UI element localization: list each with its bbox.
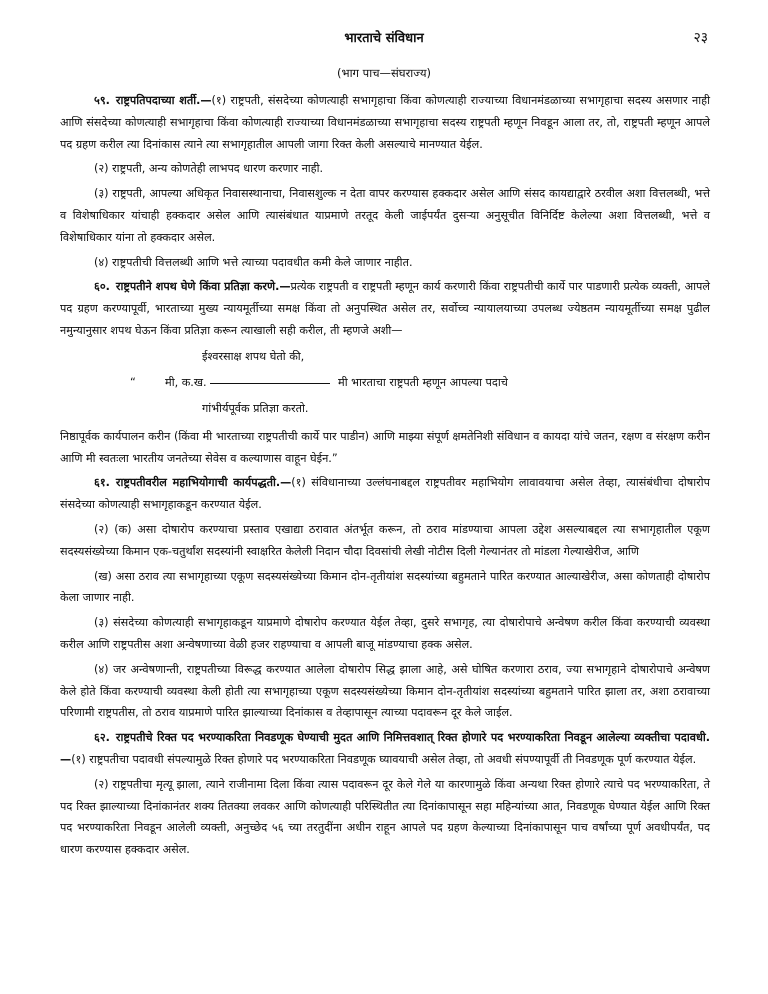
article-number: ६०. [94,280,110,294]
article-title: राष्ट्रपतीवरील महाभियोगाची कार्यपद्धती.— [115,476,292,490]
oath-line-swear: ईश्वरसाक्ष शपथ घेतो की, [202,349,305,363]
article-61-clause-4: (४) जर अन्वेषणान्ती, राष्ट्रपतीच्या विरूद्ध करण्यात आलेला दोषारोप सिद्ध झाला आहे, असे घोषित करणारा ठराव, ज्या सभागृहाने दोषारोपाचे अन्वेषण केले होते किंवा करण्याची व्यवस्था केली होती त्या सभागृहाच्या एकूण सदस्यसंख्येच्या किमान दोन-तृतीयांश सदस्यांच्या बहुमताने पारित झाला तर, अशा ठरावाच्या परिणामी राष्ट्रपतीस, तो ठराव याप्रमाणे पारित झाल्याच्या दिनांकास व तेव्हापासून त्याच्या पदावरून दूर केले जाईल. [60,662,710,720]
article-number: ६२. [94,731,110,745]
oath-open-quote: “ [130,375,136,389]
article-59-clause-2: (२) राष्ट्रपती, अन्य कोणतेही लाभपद धारण करणार नाही. [94,162,324,176]
article-61-clause-3: (३) संसदेच्या कोणत्याही सभागृहाकडून याप्रमाणे दोषारोप करण्यात येईल तेव्हा, दुसरे सभागृह, त्या दोषारोपाचे अन्वेषण करील किंवा करण्याची व्यवस्था करील आणि राष्ट्रपतीस अशा अन्वेषणाच्या वेळी हजर राहण्याचा व आपली बाजू मांडण्याचा हक्क असेल. [60,616,710,651]
clause-text: (१) राष्ट्रपती, संसदेच्या कोणत्याही सभागृहाचा किंवा कोणत्याही राज्याच्या विधानमंडळाच्या सभागृहाचा सदस्य असणार नाही आणि संसदेच्या कोणत्याही सभागृहाचा किंवा कोणत्याही राज्याच्या विधानमंडळाच्या सभागृहाचा सदस्य राष्ट्रपती म्हणून निवडून आला तर, तो, राष्ट्रपती म्हणून आपले पद ग्रहण करील त्या दिनांकास त्याने त्या सभागृहातील आपली जागा रिक्त केली असल्याचे मानण्यात येईल. [60,94,710,151]
article-title: राष्ट्रपतिपदाच्या शर्ती.— [115,94,212,107]
article-61-clause-2b: (ख) असा ठराव त्या सभागृहाच्या एकूण सदस्यसंख्येच्या किमान दोन-तृतीयांश सदस्यांच्या बहुमताने पारित करण्यात आल्याखेरीज, असा कोणताही दोषारोप केला जाणार नाही. [60,569,710,605]
article-number: ६१. [94,476,110,490]
oath-name: मी, क.ख. [165,375,207,389]
clause-text: (१) संविधानाच्या उल्लंघनाबद्दल राष्ट्रपतीवर महाभियोग लावावयाचा असेल तेव्हा, त्यासंबंधीचा दोषारोप संसदेच्या कोणत्याही सभागृहाकडून करण्यात येईल. [60,476,710,512]
article-number: ५९. [94,94,110,107]
clause-text: प्रत्येक राष्ट्रपती व राष्ट्रपती म्हणून कार्य करणारी किंवा राष्ट्रपतीची कार्ये पार पाडणारी प्रत्येक व्यक्ती, आपले पद ग्रहण करण्यापूर्वी, भारताच्या मुख्य न्यायमूर्तीच्या समक्ष किंवा तो अनुपस्थित असेल तर, सर्वोच्च न्यायालयाच्या उपलब्ध ज्येष्ठतम न्यायमूर्तीच्या समक्ष पुढील नमुन्यानुसार शपथ घेऊन किंवा प्रतिज्ञा करून त्याखाली सही करील, ती म्हणजे अशी— [60,280,710,337]
article-61-clause-2a: (२) (क) असा दोषारोप करण्याचा प्रस्ताव एखाद्या ठरावात अंतर्भूत करून, तो ठराव मांडण्याचा आपला उद्देश असल्याबद्दल त्या सभागृहातील एकूण सदस्यसंख्येच्या किमान एक-चतुर्थांश सदस्यांनी स्वाक्षरित केलेली निदान चौदा दिवसांची लेखी नोटीस दिली गेल्यानंतर तो मांडला गेल्याखेरीज, आणि [60,522,710,558]
part-label: (भाग पाच—संघराज्य) [337,66,431,80]
article-59-clause-1 [60,90,710,155]
oath-form [60,346,710,424]
page-header [0,28,768,50]
oath-role: मी भारताचा राष्ट्रपती म्हणून आपल्या पदाचे [338,375,508,389]
clause-text: (१) राष्ट्रपतीचा पदावधी संपल्यामुळे रिक्त होणारे पद भरण्याकरिता निवडणूक घ्यावयाची असेल तेव्हा, तो अवधी संपण्यापूर्वी ती निवडणूक पूर्ण करण्यात येईल. [71,752,697,766]
document-body [60,90,710,864]
article-59-clause-4: (४) राष्ट्रपतीची वित्तलब्धी आणि भत्ते त्याच्या पदावधीत कमी केले जाणार नाहीत. [94,255,413,269]
article-60-intro [60,276,710,341]
article-title: राष्ट्रपतीने शपथ घेणे किंवा प्रतिज्ञा करणे.— [115,280,291,294]
oath-line-affirm: गांभीर्यपूर्वक प्रतिज्ञा करतो. [202,401,309,415]
page-number: २३ [693,30,708,46]
article-60-oath-body: निष्ठापूर्वक कार्यपालन करीन (किंवा मी भारताच्या राष्ट्रपतीची कार्ये पार पाडीन) आणि माझ्या संपूर्ण क्षमतेनिशी संविधान व कायदा यांचे जतन, रक्षण व संरक्षण करीन आणि मी स्वतःला भारतीय जनतेच्या सेवेस व कल्याणास वाहून घेईन.” [60,429,710,465]
oath-blank-line [210,383,330,384]
article-62-clause-1 [60,727,710,771]
article-62-clause-2: (२) राष्ट्रपतीचा मृत्यू झाला, त्याने राजीनामा दिला किंवा त्यास पदावरून दूर केले गेले या कारणामुळे किंवा अन्यथा रिक्त होणारे त्याचे पद भरण्याकरिता, ते पद रिक्त झाल्याच्या दिनांकानंतर शक्य तितक्या लवकर आणि कोणत्याही परिस्थितीत त्या दिनांकापासून सहा महिन्यांच्या आत, निवडणूक घेण्यात येईल आणि रिक्त पद भरण्याकरिता निवडून आलेली व्यक्ती, अनुच्छेद ५६ च्या तरतुदींना अधीन राहून आपले पद ग्रहण केल्याच्या दिनांकापासून पाच वर्षांच्या पूर्ण अवधीपर्यंत, पद धारण करण्यास हक्कदार असेल. [60,777,710,857]
running-title: भारताचे संविधान [344,31,424,46]
article-59-clause-3: (३) राष्ट्रपती, आपल्या अधिकृत निवासस्थानाचा, निवासशुल्क न देता वापर करण्यास हक्कदार असेल आणि संसद कायद्याद्वारे ठरवील अशा वित्तलब्धी, भत्ते व विशेषाधिकार यांचाही हक्कदार असेल आणि त्यासंबंधात याप्रमाणे तरतूद केली जाईपर्यंत दुसऱ्या अनुसूचीत विनिर्दिष्ट केलेल्या अशा वित्तलब्धी, भत्ते व विशेषाधिकार यांना तो हक्कदार असेल. [60,187,710,244]
article-title: राष्ट्रपतीचे रिक्त पद भरण्याकरिता निवडणूक घेण्याची मुदत आणि निमित्तवशात् रिक्त होणारे पद भरण्याकरिता निवडून आलेल्या व्यक्तीचा पदावधी.— [60,731,710,766]
article-61-clause-1 [60,472,710,516]
